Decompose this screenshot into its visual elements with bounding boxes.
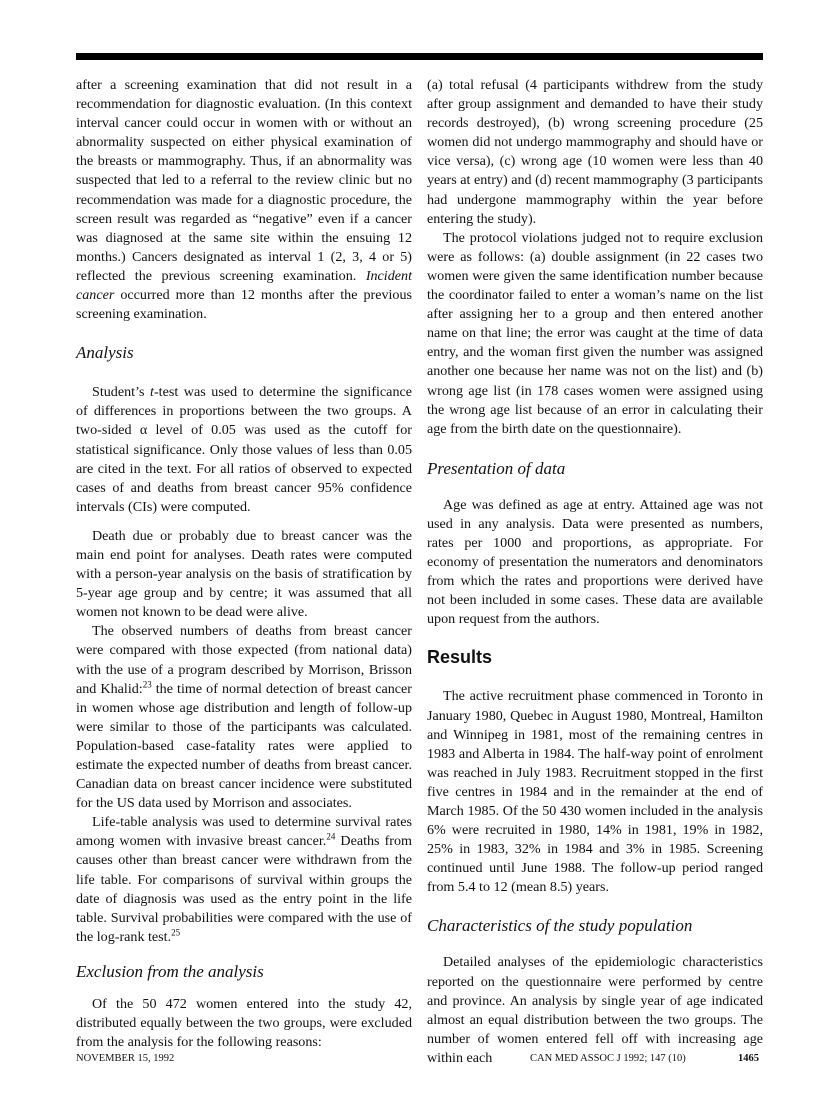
incident-cancer-term: Incident cancer bbox=[76, 267, 412, 304]
left-column bbox=[76, 76, 412, 1052]
paragraph-protocol-violations: The protocol violations judged not to require exclusion were as follows: (a) double assignment (in 22 cases two women were given the same identification number because the coordinator failed to enter a woman’s name on the list after assigning her to a group and then entered another name on that line; the error was caught at the time of data entry, and the woman first given the number was assigned another one because her name was not on the list) and (b) wrong age list (in 178 cases women were assigned using the wrong age list because of an error in calculating their age from the birth date on the questionnaire). bbox=[427, 229, 763, 437]
paragraph-exclusion: Of the 50 472 women entered into the study 42, distributed equally between the two groups, were excluded from the analysis for the following reasons: bbox=[76, 995, 412, 1051]
paragraph-characteristics: Detailed analyses of the epidemiologic characteristics reported on the questionnaire were performed by centre and province. An analysis by single year of age indicated almost an equal distribution between the two groups. The number of women entered fell off with increasing age within each bbox=[427, 954, 763, 1066]
heading-exclusion: Exclusion from the analysis bbox=[76, 961, 264, 981]
right-column bbox=[427, 76, 763, 1068]
paragraph-results: The active recruitment phase commenced in Toronto in January 1980, Quebec in August 1980, Montreal, Hamilton and Winnipeg in 1981, most of the remaining centres in 1983 and Alberta in 1984. The half-way point of enrolment was reached in July 1983. Recruitment stopped in the first five centres in 1984 and in the remainder at the end of March 1985. Of the 50 430 women included in the analysis 6% were recruited in 1980, 14% in 1981, 19% in 1982, 25% in 1983, 32% in 1984 and 3% in 1985. Screening continued until June 1988. The follow-up period ranged from 5.4 to 12 (mean 8.5) years. bbox=[427, 688, 763, 896]
paragraph-interval-cancer: after a screening examination that did not result in a recommendation for diagnostic evaluation. (In this context interval cancer could occur in women with or without an abnormality suspected on either physical examination of the breasts or mammography. Thus, if an abnormality was suspected that led to a referral to the review clinic but no recommendation was made for a diagnostic procedure, the screen result was regarded as “negative” even if a cancer was diagnosed at the same site within the ensuing 12 months.) Cancers designated as interval 1 (2, 3, 4 or 5) reflected the previous screening examination. Incident cancer occurred more than 12 months after the previous screening examination. bbox=[76, 77, 412, 323]
footer-date: NOVEMBER 15, 1992 bbox=[76, 1053, 175, 1064]
paragraph-ttest: Student’s t-test was used to determine the significance of differences in proportions between the two groups. A two-sided α level of 0.05 was used as the cutoff for statistical significance. Only those values of less than 0.05 are cited in the text. For all ratios of observed to expected cases of and deaths from breast cancer 95% confidence intervals (CIs) were computed. bbox=[76, 384, 412, 515]
heading-presentation: Presentation of data bbox=[427, 458, 566, 478]
paragraph-death-endpoint: Death due or probably due to breast cancer was the main end point for analyses. Death rates were computed with a person-year analysis on the basis of stratification by 5-year age group and by centre; it was assumed that all women not known to be dead were alive. bbox=[76, 527, 412, 621]
paragraph-life-table: Life-table analysis was used to determine survival rates among women with invasive breast cancer.$^{24}$ Deaths from causes other than breast cancer were withdrawn from the life table. For comparisons of survival within groups the date of diagnosis was used as the entry point in the life table. Survival probabilities were compared with the use of the log-rank test.$^{25}$ bbox=[76, 814, 412, 945]
paragraph-presentation: Age was defined as age at entry. Attained age was not used in any analysis. Data were presented as numbers, rates per 1000 and proportions, as appropriate. For economy of presentation the numerators and denominators from which the rates and proportions were derived have not been included in some cases. These data are available upon request from the authors. bbox=[427, 496, 763, 628]
footer-journal: CAN MED ASSOC J 1992; 147 (10) bbox=[530, 1053, 686, 1064]
heading-analysis: Analysis bbox=[76, 343, 134, 363]
page-number: 1465 bbox=[738, 1053, 759, 1064]
heading-characteristics: Characteristics of the study population bbox=[427, 916, 693, 936]
heading-results: Results bbox=[427, 647, 493, 668]
top-rule bbox=[76, 53, 763, 60]
paragraph-exclusion-reasons: (a) total refusal (4 participants withdrew from the study after group assignment and demanded to have their study records destroyed), (b) wrong screening procedure (25 women did not undergo mammography and should have or vice versa), (c) wrong age (10 women were less than 40 years at entry) and (d) recent mammography (3 participants had undergone mammography within the year before entering the study). bbox=[427, 77, 763, 227]
paragraph-observed-deaths: The observed numbers of deaths from breast cancer were compared with those expected (from national data) with the use of a program described by Morrison, Brisson and Khalid:$^{23}$ the time of normal detection of breast cancer in women whose age distribution and length of follow-up were similar to those of the participants was calculated. Population-based case-fatality rates were applied to estimate the expected number of deaths from breast cancer. Canadian data on breast cancer incidence were substituted for the US data used by Morrison and associates. bbox=[76, 623, 412, 812]
